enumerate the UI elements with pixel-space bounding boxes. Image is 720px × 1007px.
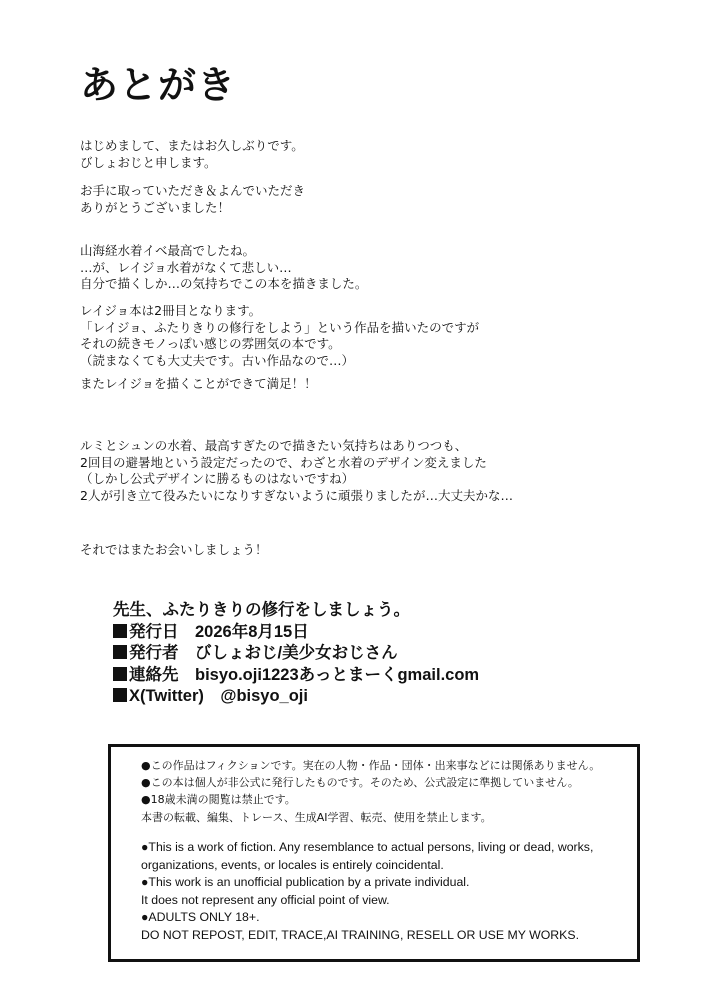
text-line: お手に取っていただき＆よんでいただき [80, 183, 306, 198]
text-line: それではまたお会いしましょう！ [80, 542, 268, 557]
colophon-line [113, 686, 479, 708]
square-bullet-icon [113, 688, 127, 702]
text-line: …が、レイジョ水着がなくて悲しい… [80, 259, 292, 275]
notice-line: It does not represent any official point of view. [141, 892, 390, 907]
contact: 連絡先 bisyo.oji1223あっとまーくgmail.com [129, 665, 480, 684]
afterword-paragraph [80, 243, 367, 293]
notice-box [108, 744, 640, 962]
square-bullet-icon [113, 667, 127, 681]
text-line: またレイジョを描くことができて満足！！ [80, 376, 317, 391]
notice-line: ●This work is an unofficial publication by a private individual. [141, 875, 470, 890]
notice-line: ●この作品はフィクションです。実在の人物・作品・団体・出来事などには関係ありません。 [141, 759, 601, 772]
text-line: ありがとうございました！ [80, 199, 231, 215]
colophon-line [113, 622, 479, 644]
notice-line: ●18歳未満の閲覧は禁止です。 [141, 793, 296, 807]
text-line: それの続きモノっぽい感じの雰囲気の本です。 [80, 336, 341, 351]
text-line: 2回目の避暑地という設定だったので、わざと水着のデザイン変えました [80, 454, 487, 470]
square-bullet-icon [113, 645, 127, 659]
text-line: ルミとシュンの水着、最高すぎたので描きたい気持ちはありつつも、 [80, 438, 468, 453]
afterword-paragraph [80, 303, 479, 369]
twitter-handle: X(Twitter) @bisyo_oji [129, 687, 308, 705]
text-line: 「レイジョ、ふたりきりの修行をしよう」という作品を描いたのですが [80, 319, 480, 335]
notice-japanese [141, 757, 600, 826]
notice-line: ●ADULTS ONLY 18+. [141, 910, 260, 925]
page-title: あとがき [80, 63, 237, 107]
publisher: 発行者 びしょおじ/美少女おじさん [129, 644, 398, 662]
text-line: びしょおじと申します。 [80, 154, 217, 170]
afterword-paragraph [80, 138, 304, 171]
text-line: （しかし公式デザインに勝るものはないですね） [80, 471, 355, 486]
text-line: 2人が引き立て役みたいになりすぎないように頑張りましたが…大丈夫かな… [80, 487, 513, 503]
colophon [113, 600, 479, 708]
afterword-paragraph [80, 183, 305, 216]
publish-date: 発行日 2026年8月15日 [129, 622, 309, 641]
afterword-paragraph [80, 376, 317, 393]
afterword-paragraph [80, 542, 268, 559]
square-bullet-icon [113, 624, 127, 638]
afterword-paragraph [80, 438, 513, 504]
notice-line: 本書の転載、編集、トレース、生成AI学習、転売、使用を禁止します。 [141, 810, 492, 824]
colophon-line [113, 665, 479, 687]
notice-line: organizations, events, or locales is entirely coincidental. [141, 857, 444, 872]
text-line: レイジョ本は2冊目となります。 [80, 303, 262, 318]
notice-line: ●This is a work of fiction. Any resemblance to actual persons, living or dead, works, [141, 840, 594, 854]
text-line: 自分で描くしか…の気持ちでこの本を描きました。 [80, 276, 368, 291]
colophon-line [113, 643, 479, 665]
text-line: （読まなくても大丈夫です。古い作品なので…） [80, 352, 355, 368]
text-line: はじめまして、またはお久しぶりです。 [80, 138, 304, 153]
notice-line: DO NOT REPOST, EDIT, TRACE,AI TRAINING, RESELL OR USE MY WORKS. [141, 927, 579, 942]
notice-line: ●この本は個人が非公式に発行したものです。そのため、公式設定に準拠していません。 [141, 776, 579, 790]
text-line: 山海経水着イベ最高でしたね。 [80, 243, 256, 258]
notice-english [141, 839, 593, 945]
book-title: 先生、ふたりきりの修行をしましょう。 [113, 601, 410, 619]
